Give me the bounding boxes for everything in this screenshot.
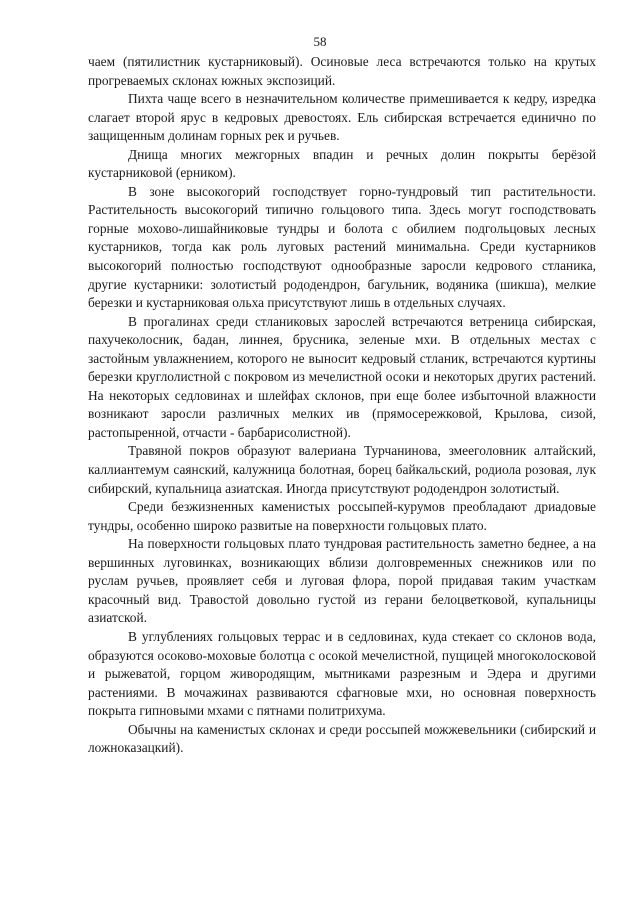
page-number: 58 (313, 34, 327, 49)
paragraph-kurums: Среди безжизненных каменистых россыпей-курумов преобладают дриадовые тундры, особенно широко развитые на поверхности гольцовых плато. (88, 499, 596, 533)
paragraph-clearings: В прогалинах среди стланиковых зарослей встречаются ветреница сибирская, пахучеколосник, бадан, линнея, брусника, зеленые мхи. В отдельных местах с застойным увлажнением, которого не выносит кедровый стланик, встречаются куртины березки круглолистной с покровом из мечелистной осоки и некоторых других растений. На некоторых седловинах и шлейфах склонов, при еще более избыточной влажности возникают заросли различных мелких ив (прямосережковой, Крылова, сизой, растопыренной, отчасти - барбарисолистной). (88, 313, 596, 440)
paragraph-continuation: чаем (пятилистник кустарниковый). Осиновые леса встречаются только на крутых прогреваемых склонах южных экспозиций. (88, 54, 596, 88)
paragraph-fir-spruce: Пихта чаще всего в незначительном количестве примешивается к кедру, изредка слагает второй ярус в кедровых древостоях. Ель сибирская встречается единично по защищенным долинам горных рек и ручьев. (88, 91, 596, 144)
paragraph-highlands: В зоне высокогорий господствует горно-тундровый тип растительности. Растительность высокогорий типично гольцового типа. Здесь могут господствовать горные мохово-лишайниковые тундры и болота с обилием подгольцовых лесных кустарников, тогда как роль луговых растений минимальна. Среди кустарников высокогорий полностью господствуют однообразные заросли кедрового стланика, другие кустарники: золотистый рододендрон, багульник, водяника (шикша), мелкие березки и кустарниковая ольха присутствуют лишь в отдельных случаях. (88, 183, 596, 311)
body-text (88, 53, 596, 758)
paragraph-grass-cover: Травяной покров образуют валериана Турчанинова, змееголовник алтайский, каллиантемум саянский, калужница болотная, борец байкальский, родиола розовая, лук сибирский, купальница азиатская. Иногда присутствуют рододендрон золотистый. (88, 443, 596, 496)
paragraph-junipers: Обычны на каменистых склонах и среди россыпей можжевельники (сибирский и ложноказацкий). (88, 721, 596, 756)
paragraph-valley-floors: Днища многих межгорных впадин и речных долин покрыты берёзой кустарниковой (ерником). (88, 146, 596, 181)
paragraph-plateau: На поверхности гольцовых плато тундровая растительность заметно беднее, а на вершинных луговинках, возникающих вблизи долговременных снежников или по руслам ручьев, проявляет себя и луговая флора, порой придавая таким участкам красочный вид. Травостой довольно густой из герани белоцветковой, купальницы азиатской. (88, 536, 596, 626)
paragraph-terraces: В углублениях гольцовых террас и в седловинах, куда стекает со склонов вода, образуются осоково-моховые болотца с осокой мечелистной, пущицей многоколосковой и рыжеватой, горцом живородящим, мытниками разрезным и Эдера и другими растениями. В мочажинах развиваются сфагновые мхи, но основная поверхность покрыта гипновыми мхами с пятнами политрихума. (88, 628, 596, 719)
